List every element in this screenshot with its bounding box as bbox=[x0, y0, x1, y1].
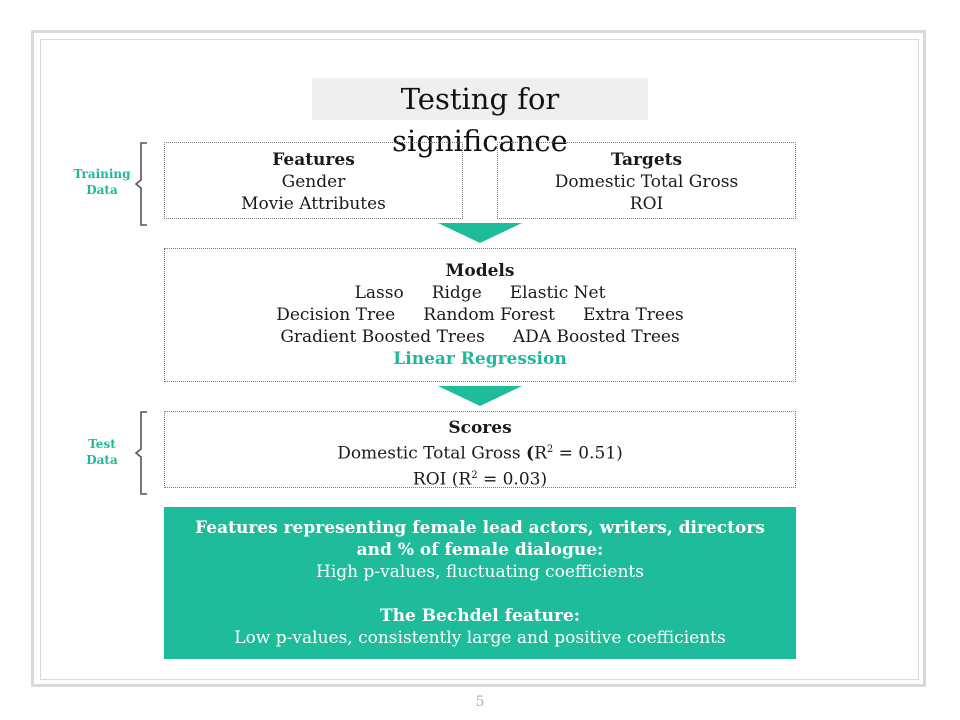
findings-text-2: Low p-values, consistently large and positive coefficients bbox=[234, 628, 726, 648]
training-data-label bbox=[66, 166, 138, 198]
scores-heading: Scores bbox=[448, 418, 512, 438]
slide-title: Testing for significance bbox=[312, 78, 648, 120]
features-heading: Features bbox=[272, 150, 355, 170]
model-name: Extra Trees bbox=[582, 305, 684, 325]
findings-box bbox=[164, 507, 796, 659]
targets-box bbox=[497, 142, 796, 219]
down-arrow-icon bbox=[438, 386, 522, 406]
page-number: 5 bbox=[475, 694, 485, 710]
score-gross-paren: ( bbox=[526, 443, 535, 464]
models-heading: Models bbox=[445, 261, 515, 281]
models-row bbox=[165, 282, 795, 304]
findings-heading-1b: and % of female dialogue: bbox=[356, 540, 604, 560]
models-row bbox=[165, 304, 795, 326]
down-arrow-icon bbox=[438, 223, 522, 243]
training-label-line1: Training bbox=[73, 167, 131, 181]
test-label-line2: Data bbox=[86, 453, 118, 467]
features-item: Movie Attributes bbox=[241, 194, 386, 214]
targets-item: ROI bbox=[629, 194, 664, 214]
score-gross-label: Domestic Total Gross bbox=[337, 443, 527, 464]
score-line-roi bbox=[165, 465, 795, 491]
scores-box bbox=[164, 411, 796, 488]
score-gross-r: R bbox=[534, 443, 547, 464]
test-label-line1: Test bbox=[88, 437, 116, 451]
model-name: Ridge bbox=[431, 283, 482, 303]
model-name: Lasso bbox=[354, 283, 404, 303]
test-brace-icon bbox=[134, 411, 148, 495]
findings-heading-2: The Bechdel feature: bbox=[379, 606, 581, 626]
score-gross-sup: 2 bbox=[546, 444, 554, 455]
score-roi-value: = 0.03) bbox=[477, 469, 548, 490]
findings-text-1: High p-values, fluctuating coefficients bbox=[316, 562, 644, 582]
score-line-gross bbox=[165, 439, 795, 465]
test-data-label bbox=[66, 436, 138, 468]
features-item: Gender bbox=[281, 172, 346, 192]
model-name: Gradient Boosted Trees bbox=[280, 327, 485, 347]
findings-heading-1: Features representing female lead actors, writers, directors bbox=[195, 518, 765, 538]
score-roi-sup: 2 bbox=[471, 469, 478, 481]
features-box bbox=[164, 142, 463, 219]
training-label-line2: Data bbox=[86, 183, 118, 197]
model-name: ADA Boosted Trees bbox=[512, 327, 680, 347]
model-name: Decision Tree bbox=[276, 305, 396, 325]
training-brace-icon bbox=[134, 142, 148, 226]
model-name: Elastic Net bbox=[509, 283, 606, 303]
score-roi-label: ROI (R bbox=[412, 469, 472, 490]
models-box bbox=[164, 248, 796, 382]
model-name: Random Forest bbox=[423, 305, 555, 325]
findings-spacer bbox=[164, 583, 796, 605]
targets-heading: Targets bbox=[610, 150, 683, 170]
targets-item: Domestic Total Gross bbox=[554, 172, 739, 192]
models-row bbox=[165, 326, 795, 348]
highlighted-model: Linear Regression bbox=[393, 349, 567, 369]
score-gross-value: = 0.51) bbox=[553, 443, 623, 464]
